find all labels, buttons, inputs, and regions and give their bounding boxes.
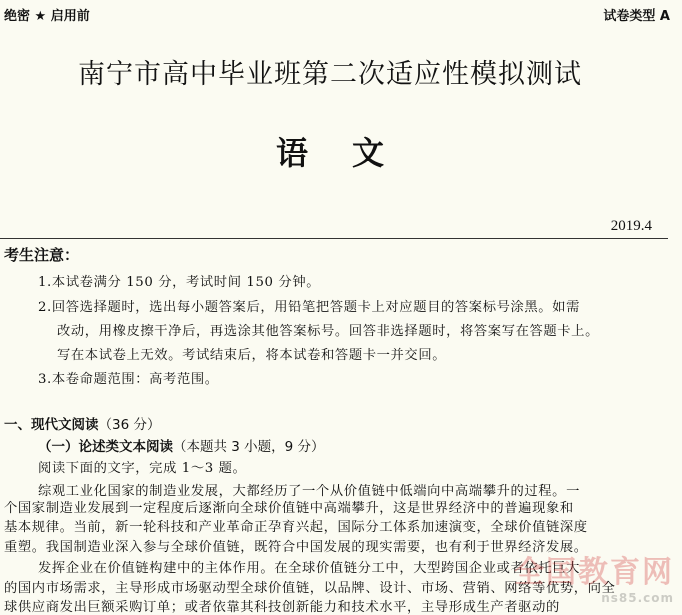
site-watermark [514, 547, 674, 605]
exam-title: 南宁市高中毕业班第二次适应性模拟测试 [78, 59, 582, 90]
header-divider [0, 238, 668, 239]
notice-line: 1.本试卷满分 150 分，考试时间 150 分钟。 [38, 275, 321, 290]
subsection-heading [38, 435, 325, 455]
watermark-sub: ns85.com [601, 591, 674, 605]
watermark-text: 全国教育网 [514, 555, 674, 590]
section-points: （36 分） [98, 417, 161, 433]
notice-title: 考生注意： [4, 246, 80, 264]
subsection-title: （一）论述类文本阅读 [38, 439, 173, 455]
passage-line: 球供应商发出巨额采购订单；或者依靠其科技创新能力和技术水平，主导形成生产者驱动的 [4, 600, 560, 615]
notice-line: 改动，用橡皮擦干净后，再选涂其他答案标号。回答非选择题时，将答案写在答题卡上。 [57, 324, 599, 339]
notice-line: 3.本卷命题范围：高考范围。 [38, 372, 219, 387]
exam-date: 2019.4 [610, 218, 652, 234]
notice-line: 写在本试卷上无效。考试结束后，将本试卷和答题卡一并交回。 [57, 348, 447, 363]
secrecy-label: 绝密 ★ 启用前 [4, 9, 90, 24]
passage-line: 的国内市场需求，主导形成市场驱动型全球价值链，以品牌、设计、市场、营销、网络等优势，向全 [4, 581, 616, 596]
notice-line: 2.回答选择题时，选出每小题答案后，用铅笔把答题卡上对应题目的答案标号涂黑。如需 [38, 300, 580, 315]
passage-line: 重塑。我国制造业深入参与全球价值链，既符合中国发展的现实需要，也有利于世界经济发展。 [4, 540, 588, 555]
reading-instruction: 阅读下面的文字，完成 1～3 题。 [38, 461, 247, 476]
section-heading [4, 413, 160, 433]
section-title: 一、现代文阅读 [4, 417, 99, 433]
passage-line: 发挥企业在价值链构建中的主体作用。在全球价值链分工中，大型跨国企业或者依托巨大 [38, 561, 580, 576]
paper-type-label: 试卷类型 A [603, 9, 670, 24]
passage-line: 基本规律。当前，新一轮科技和产业革命正孕育兴起，国际分工体系加速演变，全球价值链深度 [4, 520, 588, 535]
subject-char-1: 语 [275, 134, 308, 172]
subsection-points: （本题共 3 小题，9 分） [173, 439, 325, 455]
subject-title [0, 128, 660, 174]
passage-line: 综观工业化国家的制造业发展，大都经历了一个从价值链中低端向中高端攀升的过程。一 [38, 484, 580, 499]
passage-line: 个国家制造业发展到一定程度后逐渐向全球价值链中高端攀升，这是世界经济中的普遍现象和 [4, 501, 574, 516]
subject-char-2: 文 [352, 134, 385, 172]
